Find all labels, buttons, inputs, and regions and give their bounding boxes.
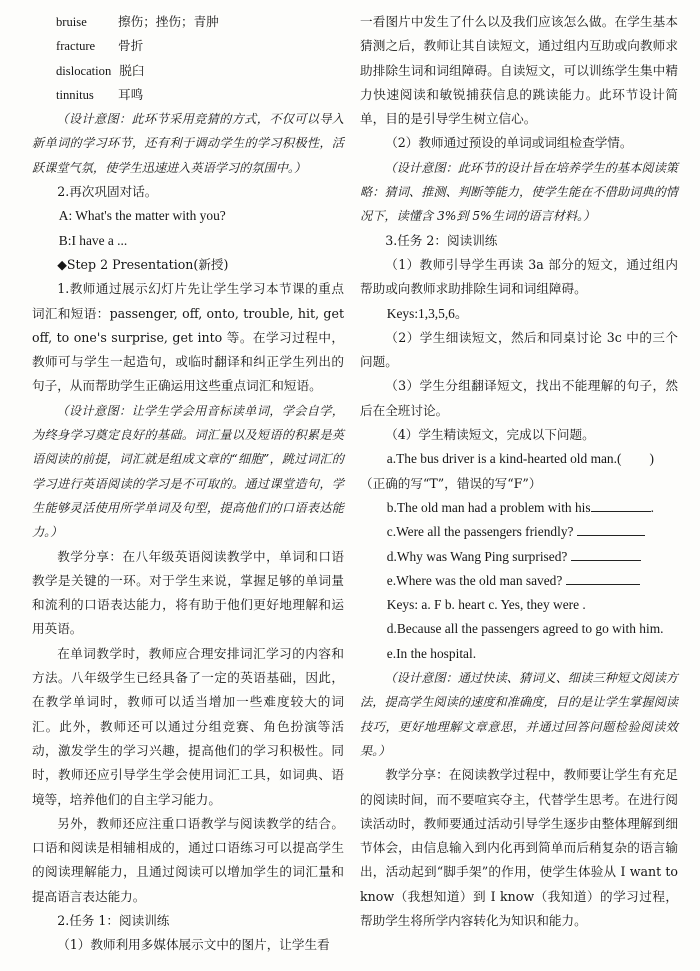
answer-blank: [571, 546, 641, 561]
answer-blank: [591, 497, 651, 512]
teaching-share: 教学分享：在八年级英语阅读教学中，单词和口语教学是关键的一环。对于学生来说，掌握足够的单词量和流利的口语表达能力，将有助于他们更好地理解和运用英语。: [32, 548, 344, 637]
vocab-english: fracture: [56, 39, 96, 54]
teaching-share: 教学分享：在阅读教学过程中，教师要让学生有充足的阅读时间，而不要喧宾夺主，代替学生思考。在进行阅读活动时，教师要通过活动引导学生逐步由整体理解到细节体会，由信息输入到内化再到简单而后稍复杂的语言输出，活动起到“脚手架”的作用，使学生体验从 I want to know（我想知道）到 I know（我知道）的学习过程，帮助学生将所学内容转化为知识和能力。: [360, 767, 678, 928]
answer-d: d.Because all the passengers agreed to go with him.: [386, 621, 664, 637]
vocab-chinese: 耳鸣: [118, 86, 144, 102]
vocab-item: [32, 83, 344, 107]
vocab-chinese: 擦伤；挫伤；青肿: [118, 14, 219, 29]
vocab-list: [32, 10, 344, 107]
paragraph: 另外，教师还应注重口语教学与阅读教学的结合。口语和阅读是相辅相成的，通过口语练习可以提高学生的阅读理解能力，且通过阅读可以增加学生的词汇量和提高语言表达能力。: [32, 815, 344, 904]
vocab-chinese: 骨折: [118, 38, 144, 54]
design-intent-note: （设计意图：此环节的设计旨在培养学生的基本阅读策略：猜词、推测、判断等能力，使学生能在不借助词典的情况下，读懂含 3%到 5%生词的语言材料。）: [360, 160, 678, 224]
paragraph: 在单词教学时，教师应合理安排词汇学习的内容和方法。八年级学生已经具备了一定的英语基础，因此，在教学单词时，教师可以适当增加一些难度较大的词汇。此外，教师还可以通过分组竞赛、角色扮演等活动，激发学生的学习兴趣，提高他们的学习积极性。同时，教师还应引导学生学会使用词汇工具，如词典、语境等，培养他们的自主学习能力。: [32, 645, 344, 807]
answer-keys: Keys:1,3,5,6。: [386, 305, 469, 321]
vocab-chinese: 脱臼: [119, 62, 145, 78]
answer-e: e.In the hospital.: [386, 645, 477, 661]
answer-blank: [577, 521, 645, 536]
vocab-item: [32, 59, 344, 83]
right-column: [360, 10, 678, 933]
step-heading: ◆Step 2 Presentation(新授): [57, 256, 229, 272]
dialog-line-b: B:I have a ...: [58, 232, 128, 248]
paragraph: （4）学生精读短文，完成以下问题。: [385, 427, 595, 443]
vocab-item: [32, 34, 344, 58]
paragraph: （1）教师引导学生再读 3a 部分的短文，通过组内帮助或向教师求助排除生词和词组障碍。: [360, 256, 678, 297]
vocab-item: [32, 10, 344, 34]
answer-keys: Keys: a. F b. heart c. Yes, they were .: [386, 597, 586, 613]
vocab-english: dislocation: [56, 63, 112, 78]
question-d: d.Why was Wang Ping surprised?: [360, 545, 678, 569]
dialog-line-a: A: What's the matter with you?: [58, 208, 226, 224]
paragraph: （2）学生细读短文，然后和同桌讨论 3c 中的三个问题。: [360, 329, 678, 370]
answer-blank: [566, 570, 640, 585]
task-heading: 3.任务 2：阅读训练: [385, 232, 498, 248]
paragraph: 1.教师通过展示幻灯片先让学生学习本节课的重点词汇和短语：passenger, off, onto, trouble, hit, get off, to one's surprise, get into 等。在学习过程中，教师可与学生一起造句，或临时翻译和纠正学生列出的句子，从而帮助学生正确运用这些重点词汇和短语。: [32, 281, 344, 394]
question-a-note: （正确的写“T”，错误的写“F”）: [360, 475, 542, 491]
paragraph: 一看图片中发生了什么以及我们应该怎么做。在学生基本猜测之后，教师让其自读短文，通过组内互助或向教师求助排除生词和词组障碍。自读短文，可以训练学生集中精力快速阅读和敏锐捕获信息的跳读能力。此环节设计简单，目的是引导学生树立信心。: [360, 14, 678, 127]
paragraph: （3）学生分组翻译短文，找出不能理解的句子，然后在全班讨论。: [360, 378, 678, 418]
question-b: b.The old man had a problem with his .: [360, 496, 678, 520]
task-heading: 2.任务 1：阅读训练: [57, 912, 170, 928]
vocab-english: tinnitus: [56, 87, 94, 102]
question-c: c.Were all the passengers friendly?: [360, 520, 678, 544]
design-intent-note: （设计意图：让学生学会用音标读单词，学会自学，为终身学习奠定良好的基础。词汇量以及短语的积累是英语阅读的前提，词汇就是组成文章的“细胞”，跳过词汇的学习进行英语阅读的学习是不可取的。通过课堂造句，学生能够灵活使用所学单词及句型，提高他们的口语表达能力。）: [32, 403, 344, 540]
left-column: [32, 10, 344, 958]
paragraph: 2.再次巩固对话。: [57, 184, 158, 200]
question-a: a.The bus driver is a kind-hearted old man.( ): [386, 451, 654, 467]
question-e: e.Where was the old man saved?: [360, 569, 678, 593]
vocab-english: bruise: [56, 15, 87, 29]
paragraph: （2）教师通过预设的单词或词组检查学情。: [385, 135, 633, 151]
design-intent-note: （设计意图：通过快读、猜词义、细读三种短文阅读方法，提高学生阅读的速度和准确度，目的是让学生掌握阅读技巧，更好地理解文章意思，并通过回答问题检验阅读效果。）: [360, 671, 678, 758]
design-intent-note: （设计意图：此环节采用竞猜的方式，不仅可以导入新单词的学习环节，还有利于调动学生的学习积极性，活跃课堂气氛，使学生迅速进入英语学习的氛围中。）: [32, 112, 344, 175]
paragraph: （1）教师利用多媒体展示文中的图片，让学生看: [57, 937, 330, 953]
